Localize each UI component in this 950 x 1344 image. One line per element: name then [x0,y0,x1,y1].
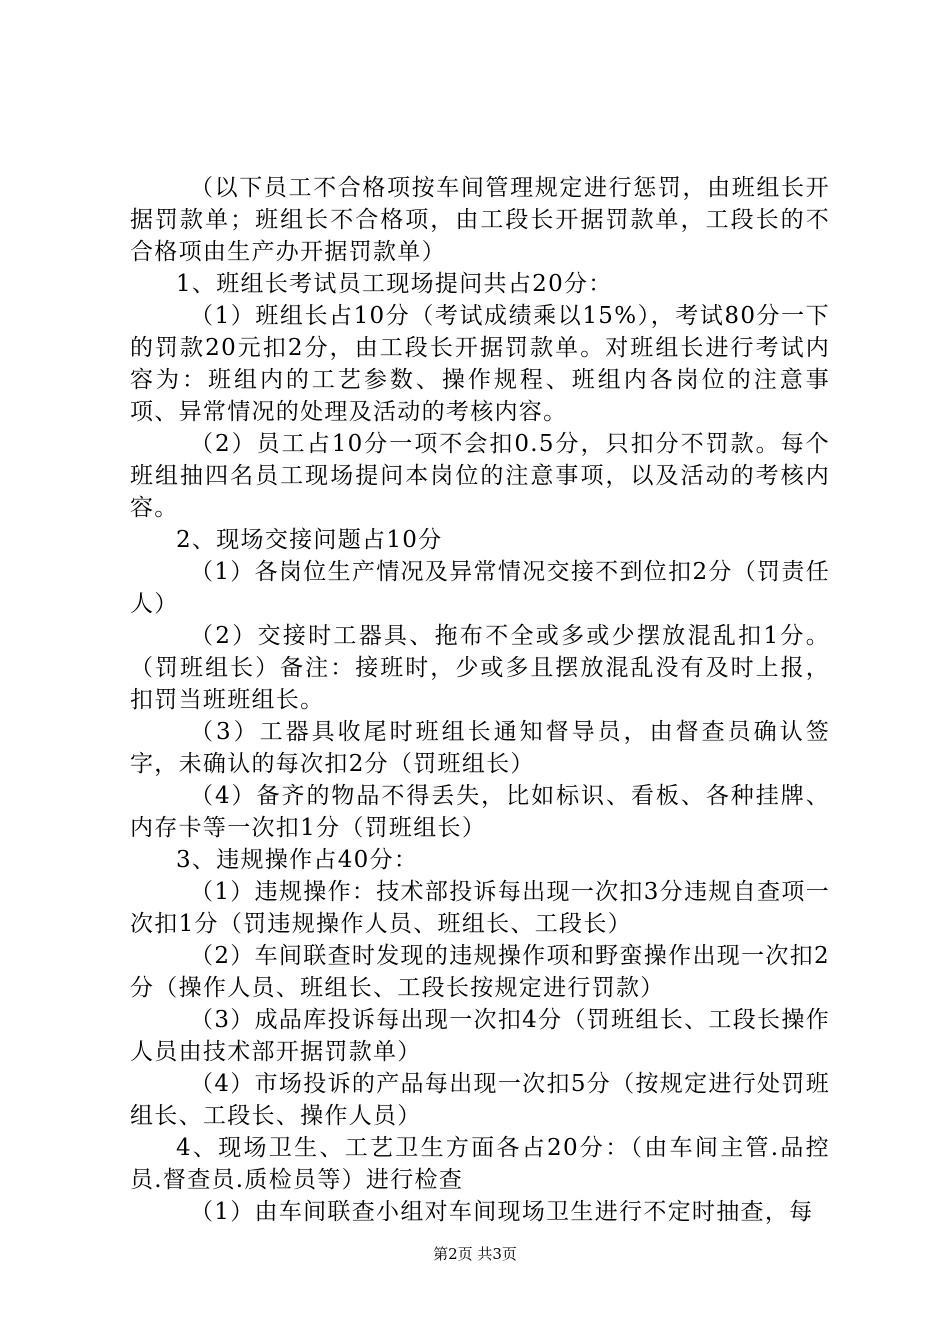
section-3-item-1: （1）违规操作：技术部投诉每出现一次扣3分违规自查项一次扣1分（罚违规操作人员、班组长、工段长） [130,879,830,937]
section-2-item-1: （1）各岗位生产情况及异常情况交接不到位扣2分（罚责任人） [130,559,830,617]
section-4-item-1: （1）由车间联查小组对车间现场卫生进行不定时抽查，每 [190,1199,814,1225]
section-2-item-4: （4）备齐的物品不得丢失，比如标识、看板、各种挂牌、内存卡等一次扣1分（罚班组长） [130,783,830,841]
section-2-item-3: （3）工器具收尾时班组长通知督导员，由督查员确认签字，未确认的每次扣2分（罚班组长） [130,719,830,777]
section-3-item-2: （2）车间联查时发现的违规操作项和野蛮操作出现一次扣2分（操作人员、班组长、工段长按规定进行罚款） [130,943,830,1001]
document-body [130,172,830,1228]
section-2-item-2: （2）交接时工器具、拖布不全或多或少摆放混乱扣1分。（罚班组长）备注：接班时，少或多且摆放混乱没有及时上报，扣罚当班班组长。 [130,623,830,713]
section-4-heading: 4、现场卫生、工艺卫生方面各占20分：（由车间主管.品控员.督查员.质检员等）进行检查 [130,1135,830,1193]
section-3-item-4: （4）市场投诉的产品每出现一次扣5分（按规定进行处罚班组长、工段长、操作人员） [130,1071,830,1129]
intro-paragraph: （以下员工不合格项按车间管理规定进行惩罚，由班组长开据罚款单；班组长不合格项，由工段长开据罚款单，工段长的不合格项由生产办开据罚款单） [130,175,830,265]
section-1-item-1: （1）班组长占10分（考试成绩乘以15%），考试80分一下的罚款20元扣2分，由工段长开据罚款单。对班组长进行考试内容为：班组内的工艺参数、操作规程、班组内各岗位的注意事项、异常情况的处理及活动的考核内容。 [130,303,830,425]
section-2-heading: 2、现场交接问题占10分 [176,527,443,553]
section-3-heading: 3、违规操作占40分： [176,847,419,873]
page-number-label: 第2页 共3页 [433,1245,517,1263]
page-footer [0,1244,950,1264]
section-1-item-2: （2）员工占10分一项不会扣0.5分，只扣分不罚款。每个班组抽四名员工现场提问本岗位的注意事项，以及活动的考核内容。 [130,431,830,521]
section-3-item-3: （3）成品库投诉每出现一次扣4分（罚班组长、工段长操作人员由技术部开据罚款单） [130,1007,830,1065]
section-1-heading: 1、班组长考试员工现场提问共占20分： [176,271,613,297]
